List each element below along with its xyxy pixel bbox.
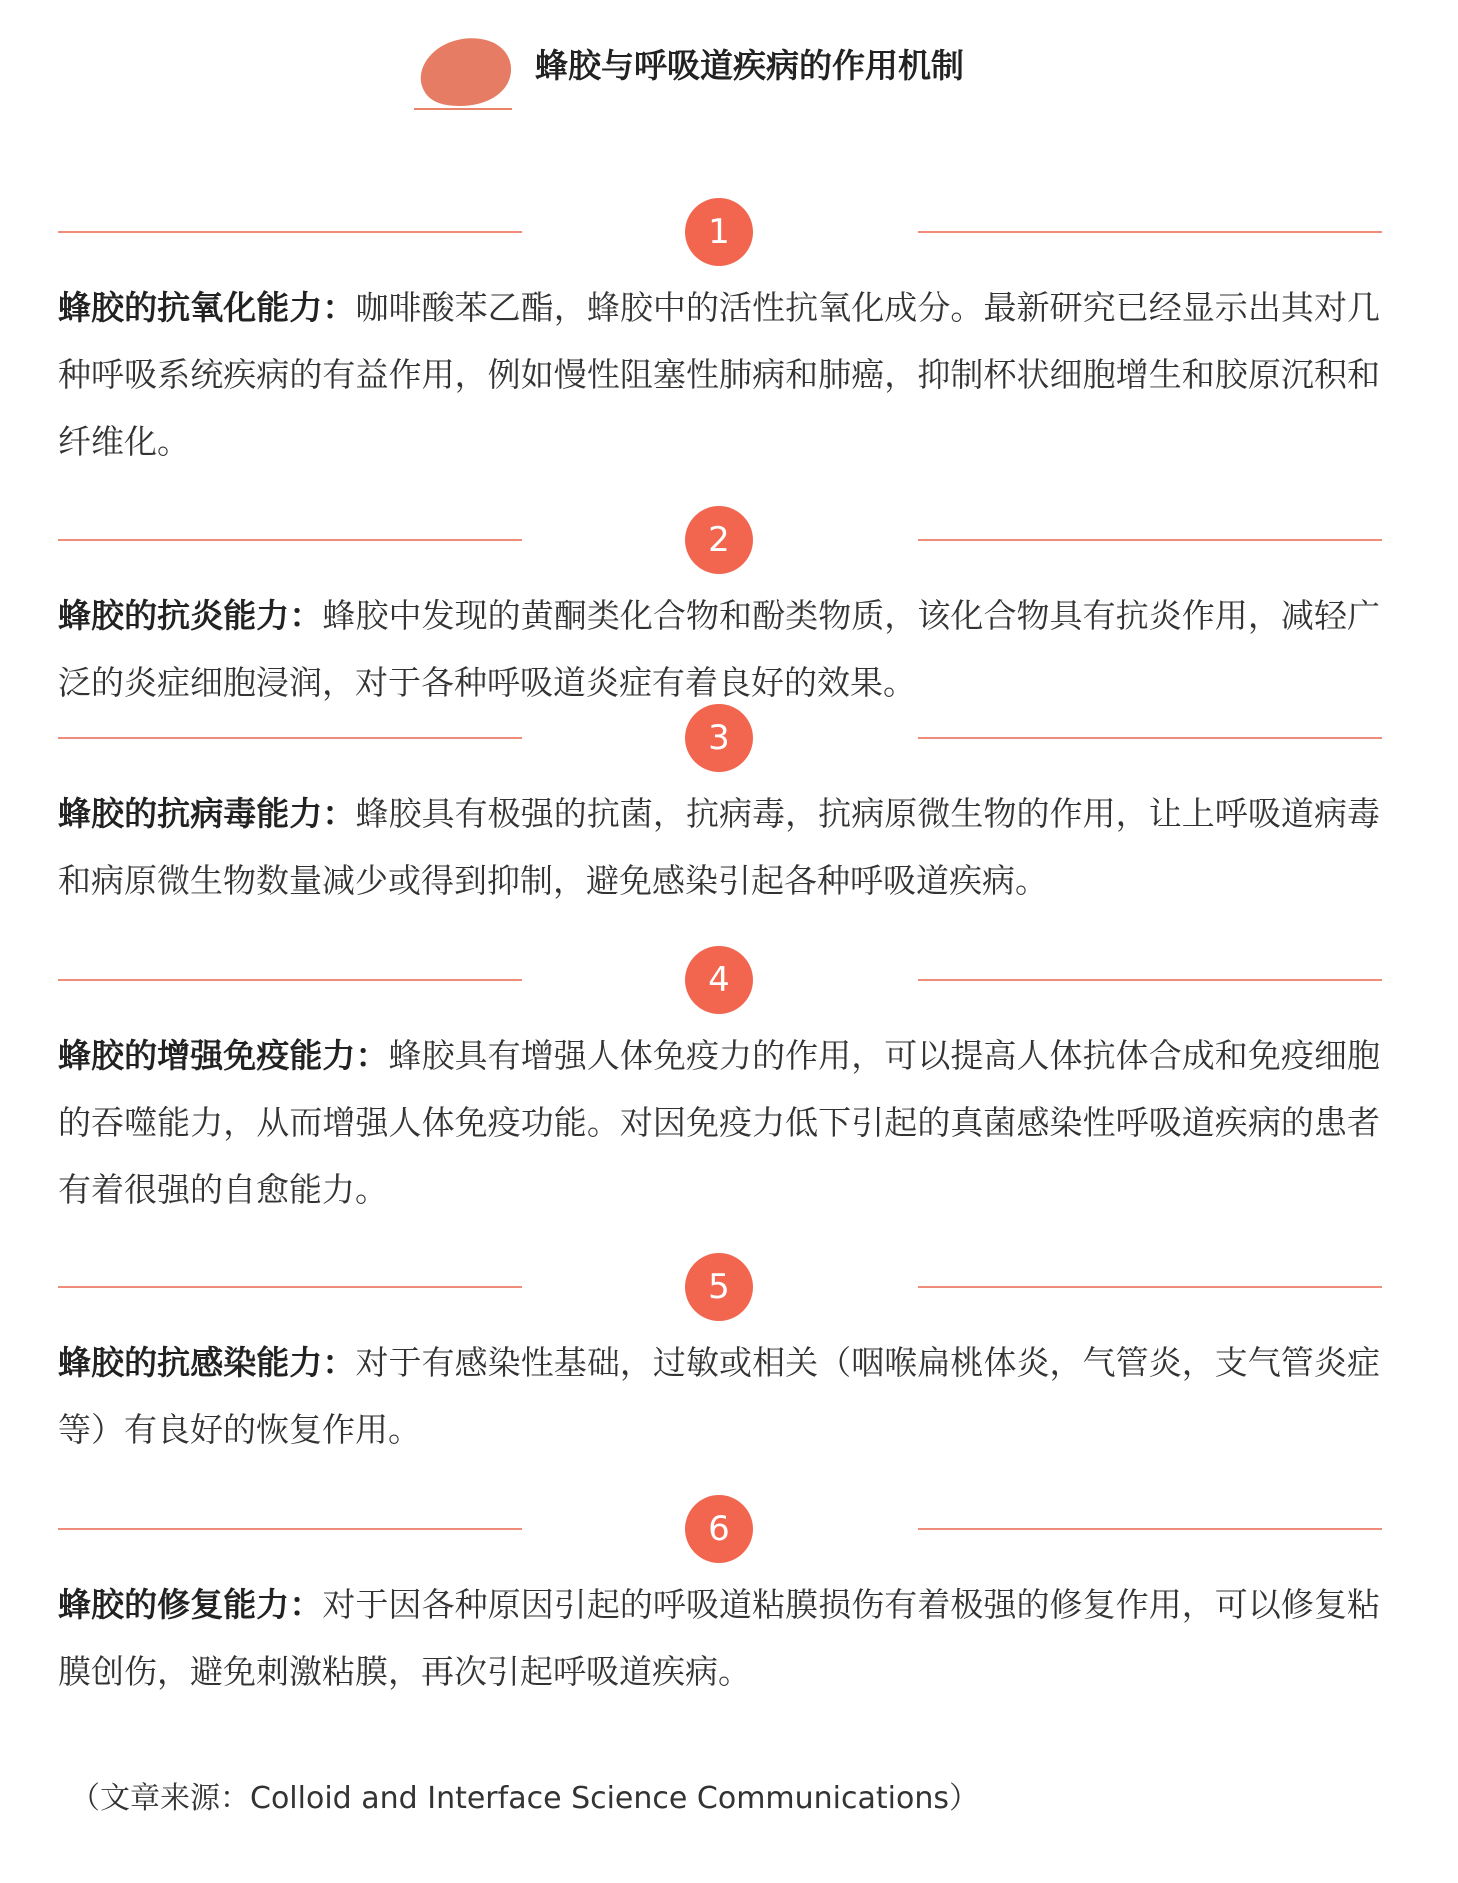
section-divider xyxy=(58,1495,1380,1563)
article-source: （文章来源：Colloid and Interface Science Communications） xyxy=(70,1781,979,1816)
section-text: 对于因各种原因引起的呼吸道粘膜损伤有着极强的修复作用，可以修复粘膜创伤，避免刺激粘膜，再次引起呼吸道疾病。 xyxy=(58,1585,1381,1691)
divider-line-left xyxy=(58,979,522,981)
section-anti-infection xyxy=(58,1253,1380,1463)
section-anti-inflammatory xyxy=(58,506,1380,716)
section-divider xyxy=(58,704,1380,772)
divider-line-right xyxy=(918,979,1382,981)
section-text: 蜂胶具有增强人体免疫力的作用，可以提高人体抗体合成和免疫细胞的吞噬能力，从而增强人体免疫功能。对因免疫力低下引起的真菌感染性呼吸道疾病的患者有着很强的自愈能力。 xyxy=(58,1036,1381,1209)
divider-line-left xyxy=(58,1286,522,1288)
divider-line-right xyxy=(918,1528,1382,1530)
section-number-badge: 4 xyxy=(685,946,753,1014)
section-label: 蜂胶的抗氧化能力： xyxy=(58,288,356,327)
section-paragraph xyxy=(58,1571,1380,1705)
header xyxy=(0,0,1458,120)
divider-line-right xyxy=(918,1286,1382,1288)
section-divider xyxy=(58,506,1380,574)
divider-line-left xyxy=(58,1528,522,1530)
section-label: 蜂胶的修复能力： xyxy=(58,1585,323,1624)
section-number-badge: 2 xyxy=(685,506,753,574)
section-paragraph xyxy=(58,274,1380,475)
section-divider xyxy=(58,198,1380,266)
section-text: 蜂胶中发现的黄酮类化合物和酚类物质，该化合物具有抗炎作用，减轻广泛的炎症细胞浸润，对于各种呼吸道炎症有着良好的效果。 xyxy=(58,596,1381,702)
divider-line-left xyxy=(58,737,522,739)
section-label: 蜂胶的增强免疫能力： xyxy=(58,1036,389,1075)
section-label: 蜂胶的抗炎能力： xyxy=(58,596,323,635)
section-text: 对于有感染性基础，过敏或相关（咽喉扁桃体炎，气管炎，支气管炎症等）有良好的恢复作用。 xyxy=(58,1343,1381,1449)
section-paragraph xyxy=(58,1022,1380,1223)
divider-line-right xyxy=(918,539,1382,541)
section-immunity xyxy=(58,946,1380,1223)
section-paragraph xyxy=(58,1329,1380,1463)
section-paragraph xyxy=(58,780,1380,914)
section-number-badge: 3 xyxy=(685,704,753,772)
divider-line-left xyxy=(58,231,522,233)
section-label: 蜂胶的抗病毒能力： xyxy=(58,794,356,833)
divider-line-right xyxy=(918,231,1382,233)
divider-line-right xyxy=(918,737,1382,739)
section-divider xyxy=(58,1253,1380,1321)
section-antiviral xyxy=(58,704,1380,914)
header-underline xyxy=(414,108,512,110)
section-number-badge: 1 xyxy=(685,198,753,266)
section-number-badge: 6 xyxy=(685,1495,753,1563)
section-text: 咖啡酸苯乙酯，蜂胶中的活性抗氧化成分。最新研究已经显示出其对几种呼吸系统疾病的有益作用，例如慢性阻塞性肺病和肺癌，抑制杯状细胞增生和胶原沉积和纤维化。 xyxy=(58,288,1381,461)
section-repair xyxy=(58,1495,1380,1705)
page-title: 蜂胶与呼吸道疾病的作用机制 xyxy=(535,46,964,85)
section-text: 蜂胶具有极强的抗菌，抗病毒，抗病原微生物的作用，让上呼吸道病毒和病原微生物数量减少或得到抑制，避免感染引起各种呼吸道疾病。 xyxy=(58,794,1381,900)
section-paragraph xyxy=(58,582,1380,716)
section-antioxidant xyxy=(58,198,1380,475)
section-number-badge: 5 xyxy=(685,1253,753,1321)
divider-line-left xyxy=(58,539,522,541)
section-label: 蜂胶的抗感染能力： xyxy=(58,1343,356,1382)
blob-decoration-icon xyxy=(414,34,514,108)
section-divider xyxy=(58,946,1380,1014)
